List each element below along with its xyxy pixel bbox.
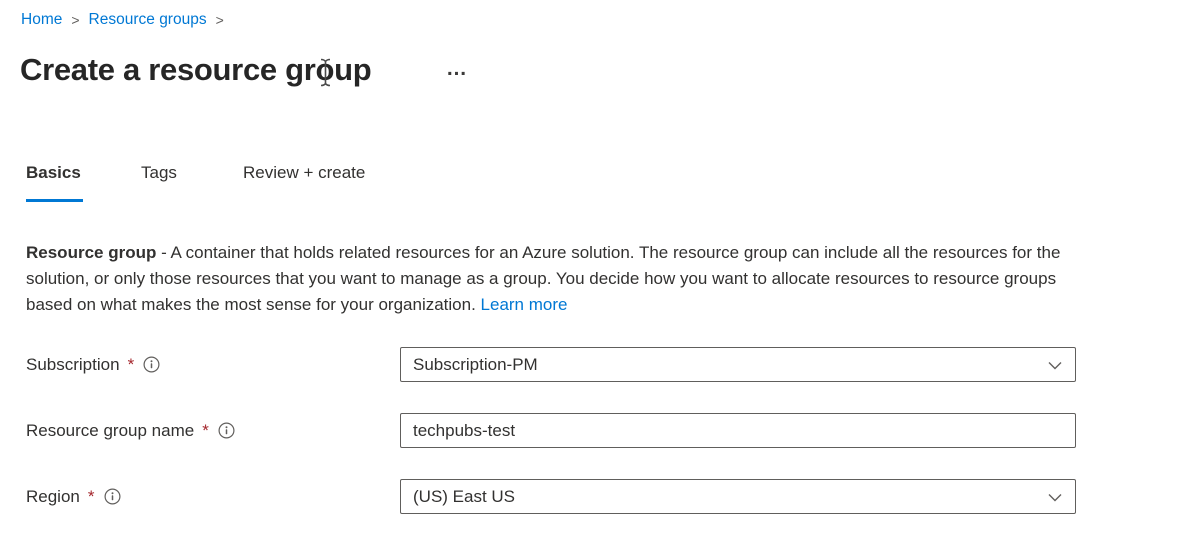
subscription-dropdown-value: Subscription-PM [413, 355, 538, 374]
info-icon[interactable] [143, 356, 160, 373]
active-tab-underline [26, 199, 83, 202]
info-icon[interactable] [218, 422, 235, 439]
resource-group-name-input[interactable] [401, 414, 1075, 447]
required-asterisk: * [127, 355, 135, 374]
region-label-text: Region [26, 487, 80, 506]
breadcrumb-resource-groups-link[interactable]: Resource groups [88, 11, 207, 28]
required-asterisk: * [202, 421, 209, 440]
resource-group-description [26, 240, 1064, 318]
more-options-button[interactable]: … [440, 54, 474, 84]
breadcrumb-separator-icon: > [215, 12, 224, 28]
breadcrumb [21, 11, 224, 29]
subscription-label-text: Subscription [26, 355, 120, 374]
tab-review-create[interactable]: Review + create [243, 163, 366, 182]
info-icon[interactable] [104, 488, 121, 505]
resource-group-name-field [400, 413, 1076, 448]
region-label [26, 479, 121, 514]
chevron-down-icon [1048, 493, 1062, 502]
resource-group-name-row [0, 413, 1179, 448]
resource-group-name-label [26, 413, 235, 448]
resource-group-name-label-text: Resource group name [26, 421, 195, 440]
learn-more-link[interactable]: Learn more [480, 295, 568, 314]
description-text: - A container that holds related resources for an Azure solution. The resource group can include all the resources for the solution, or only those resources that you want to manage as a group. You decide how you want to allocate resources to resource groups based on what makes the most sense for your organization. [26, 243, 1061, 314]
subscription-row [0, 347, 1179, 382]
region-row [0, 479, 1179, 514]
region-dropdown[interactable] [400, 479, 1076, 514]
tab-tags[interactable]: Tags [141, 163, 177, 182]
breadcrumb-separator-icon: > [71, 12, 80, 28]
required-asterisk: * [87, 487, 95, 506]
breadcrumb-home-link[interactable]: Home [21, 11, 63, 28]
tab-basics[interactable]: Basics [26, 163, 81, 182]
subscription-label [26, 347, 160, 382]
subscription-dropdown[interactable] [400, 347, 1076, 382]
page-title: Create a resource group [20, 52, 372, 87]
region-dropdown-value: (US) East US [413, 487, 516, 506]
description-bold-term: Resource group [26, 243, 157, 262]
chevron-down-icon [1048, 361, 1062, 370]
